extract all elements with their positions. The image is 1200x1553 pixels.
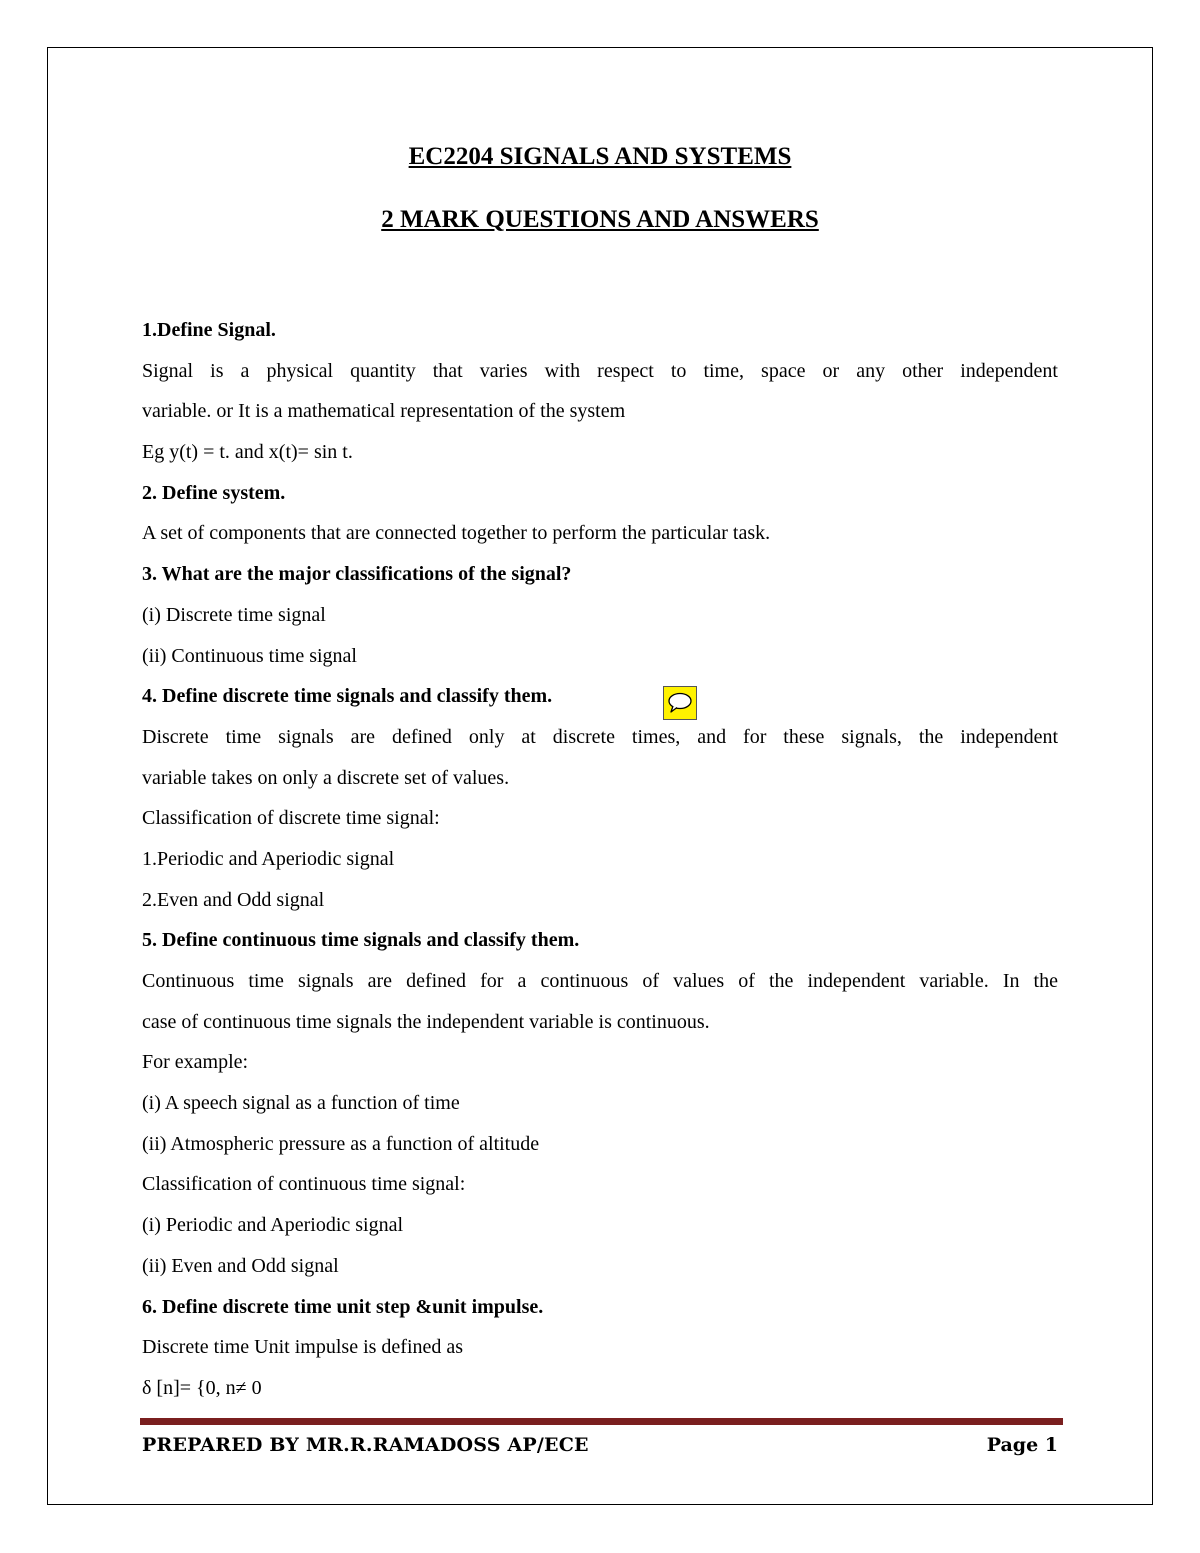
question-6: 6. Define discrete time unit step &unit impulse. xyxy=(142,1295,544,1318)
answer-line: Signal is a physical quantity that varies with respect to time, space or any other independent xyxy=(142,359,1058,382)
answer-line: case of continuous time signals the independent variable is continuous. xyxy=(142,1010,710,1033)
answer-line: Eg y(t) = t. and x(t)= sin t. xyxy=(142,441,353,464)
document-subtitle: 2 MARK QUESTIONS AND ANSWERS xyxy=(381,206,819,233)
answer-line: (ii) Atmospheric pressure as a function of altitude xyxy=(142,1132,540,1155)
question-1: 1.Define Signal. xyxy=(142,319,276,341)
question-4: 4. Define discrete time signals and classify them. xyxy=(142,685,553,708)
answer-line: A set of components that are connected together to perform the particular task. xyxy=(142,522,771,545)
question-3: 3. What are the major classifications of the signal? xyxy=(142,563,572,586)
footer-divider xyxy=(140,1418,1063,1425)
answer-line: 2.Even and Odd signal xyxy=(142,888,325,911)
answer-line: variable takes on only a discrete set of values. xyxy=(142,766,510,789)
answer-line: δ [n]= {0, n≠ 0 xyxy=(142,1376,262,1399)
answer-line: Continuous time signals are defined for a continuous of values of the independent variable. In the xyxy=(142,970,1058,992)
answer-line: (i) Periodic and Aperiodic signal xyxy=(142,1214,404,1237)
answer-line: For example: xyxy=(142,1051,249,1074)
answer-line: (ii) Even and Odd signal xyxy=(142,1254,339,1277)
answer-line: Classification of continuous time signal: xyxy=(142,1173,466,1196)
answer-line: (i) Discrete time signal xyxy=(142,603,326,626)
answer-line: (ii) Continuous time signal xyxy=(142,644,357,667)
question-5: 5. Define continuous time signals and classify them. xyxy=(142,929,580,952)
answer-line: 1.Periodic and Aperiodic signal xyxy=(142,847,395,870)
document-body xyxy=(142,310,1058,1409)
answer-line: Discrete time signals are defined only at discrete times, and for these signals, the independent xyxy=(142,725,1058,748)
answer-line: Classification of discrete time signal: xyxy=(142,807,440,830)
answer-line: variable. or It is a mathematical representation of the system xyxy=(142,400,626,423)
page-number: Page 1 xyxy=(986,1434,1058,1456)
question-2: 2. Define system. xyxy=(142,481,286,504)
footer-author: PREPARED BY MR.R.RAMADOSS AP/ECE xyxy=(142,1434,589,1456)
document-title: EC2204 SIGNALS AND SYSTEMS xyxy=(408,143,792,170)
comment-icon[interactable] xyxy=(663,686,697,720)
answer-line: Discrete time Unit impulse is defined as xyxy=(142,1336,464,1359)
answer-line: (i) A speech signal as a function of time xyxy=(142,1092,460,1115)
